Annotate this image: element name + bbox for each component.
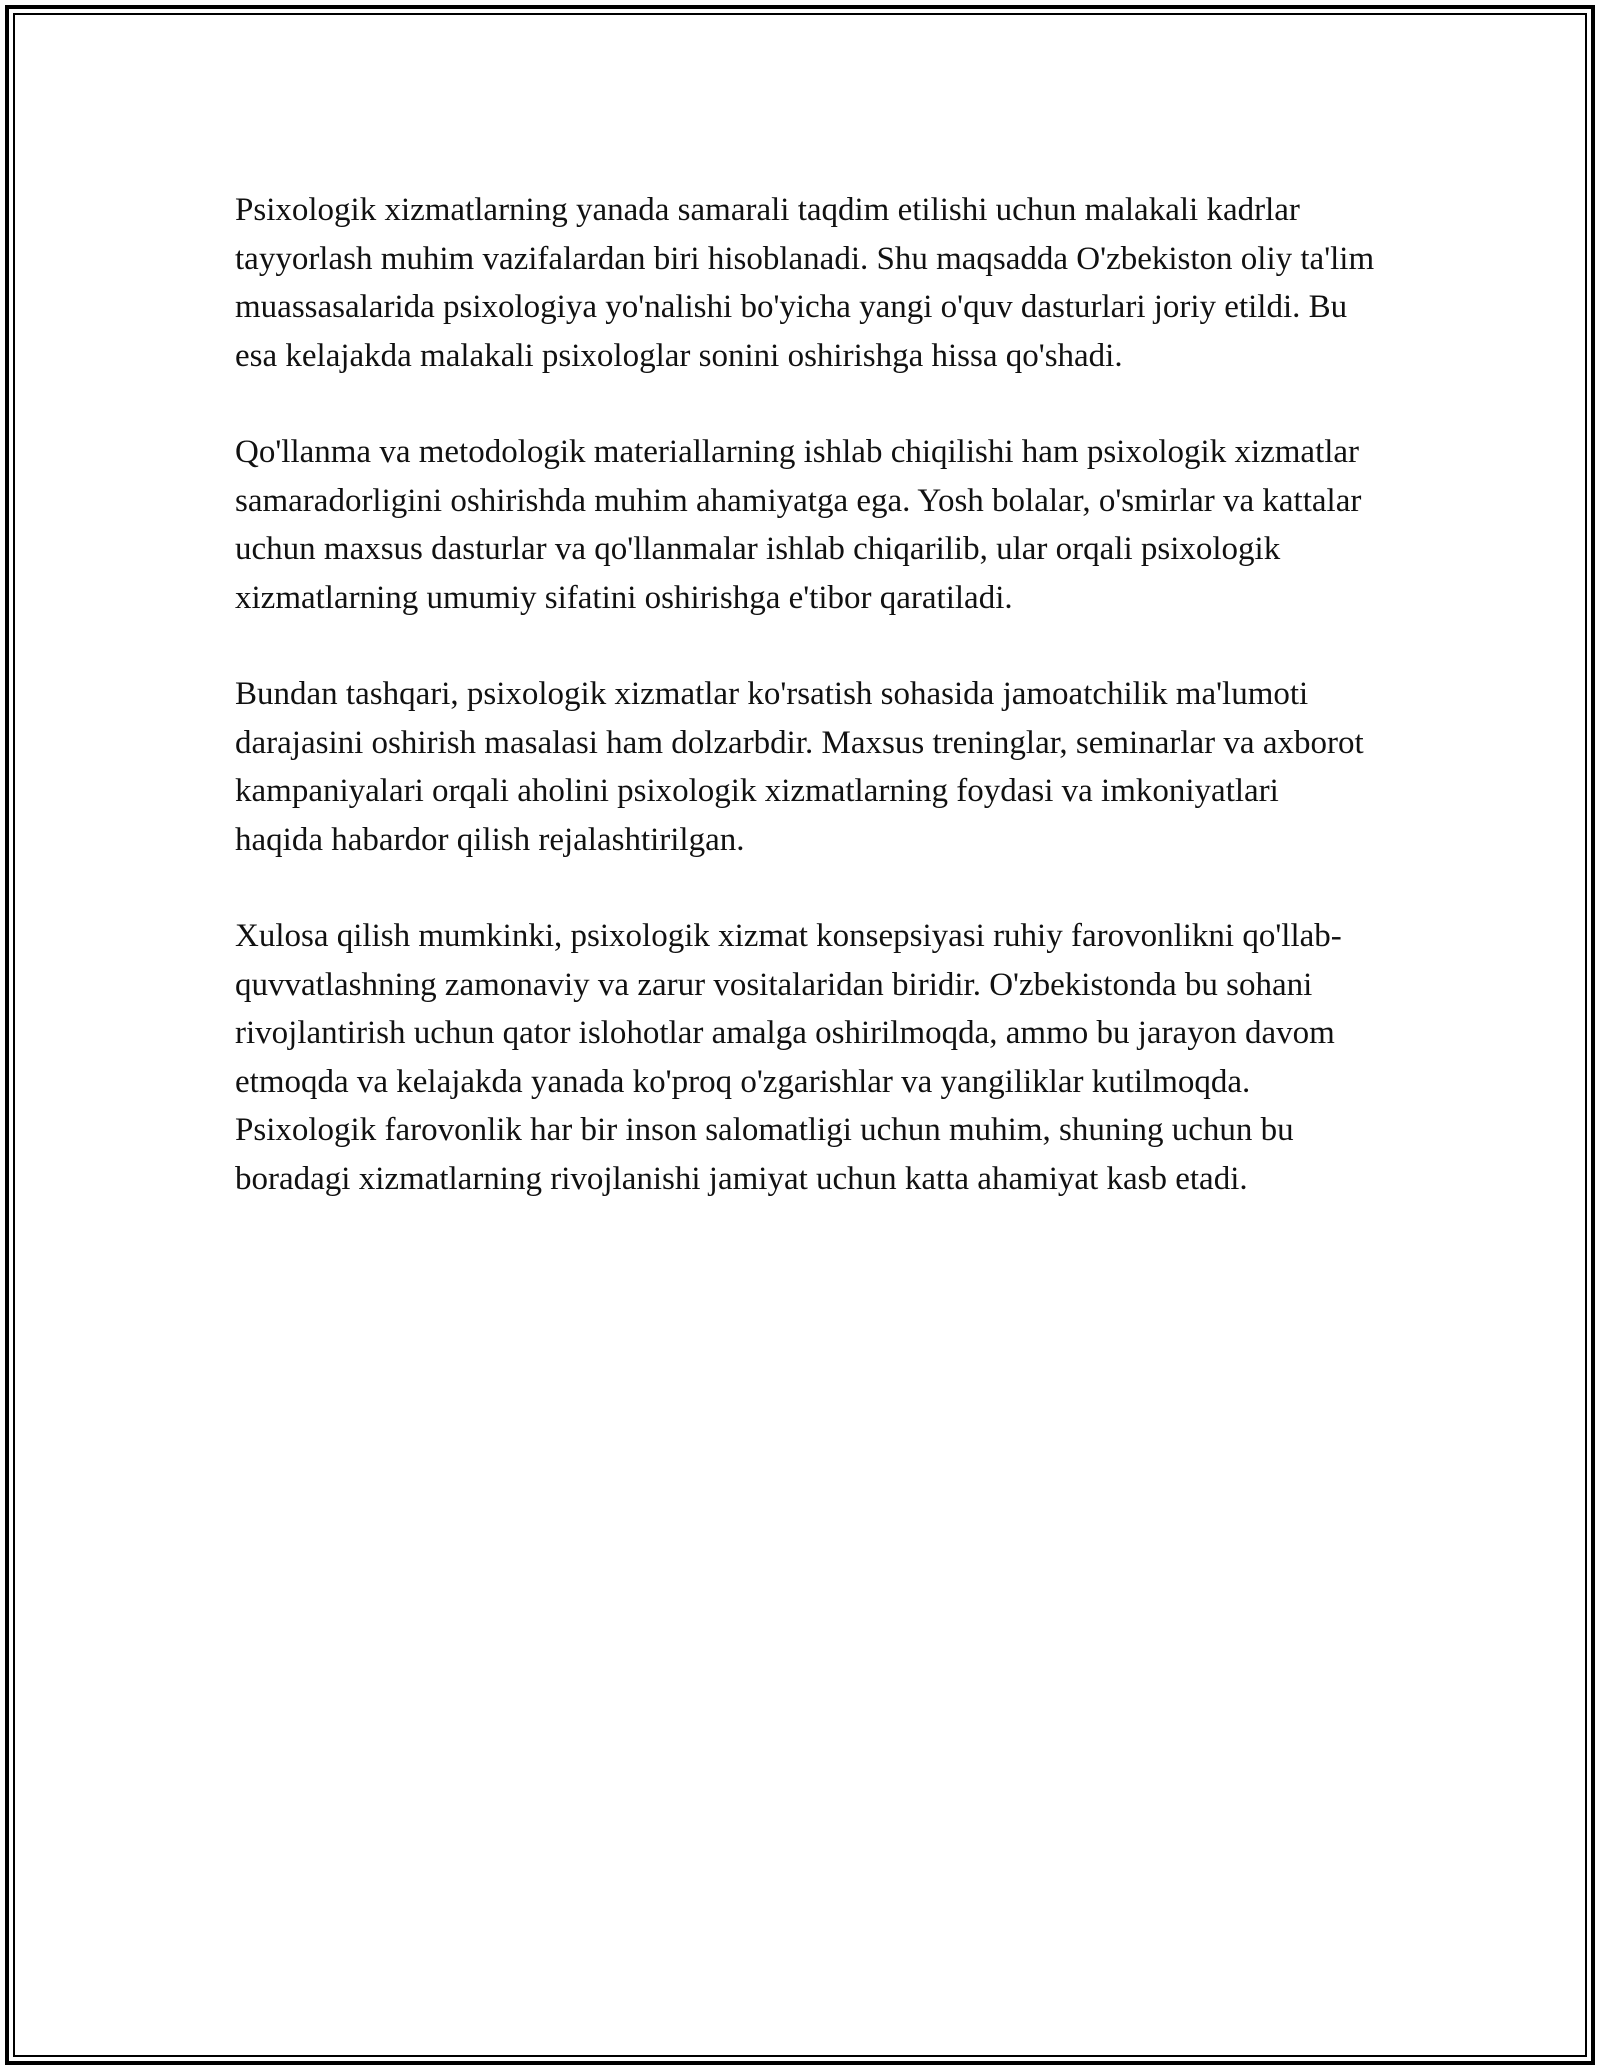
- paragraph-2: Qo'llanma va metodologik materiallarning ishlab chiqilishi ham psixologik xizmatlar samaradorligini oshirishda muhim ahamiyatga ega. Yosh bolalar, o'smirlar va kattalar uchun maxsus dasturlar va qo'llanmalar ishlab chiqarilib, ular orqali psixologik xizmatlarning umumiy sifatini oshirishga e'tibor qaratiladi.: [235, 434, 1362, 616]
- paragraph-1: Psixologik xizmatlarning yanada samarali taqdim etilishi uchun malakali kadrlar tayyorlash muhim vazifalardan biri hisoblanadi. Shu maqsadda O'zbekiston oliy ta'lim muassasalarida psixologiya yo'nalishi bo'yicha yangi o'quv dasturlari joriy etildi. Bu esa kelajakda malakali psixologlar sonini oshirishga hissa qo'shadi.: [235, 192, 1375, 374]
- paragraph-4: Xulosa qilish mumkinki, psixologik xizmat konsepsiyasi ruhiy farovonlikni qo'llab-quvvatlashning zamonaviy va zarur vositalaridan biridir. O'zbekistonda bu sohani rivojlantirish uchun qator islohotlar amalga oshirilmoqda, ammo bu jarayon davom etmoqda va kelajakda yanada ko'proq o'zgarishlar va yangiliklar kutilmoqda. Psixologik farovonlik har bir inson salomatligi uchun muhim, shuning uchun bu boradagi xizmatlarning rivojlanishi jamiyat uchun katta ahamiyat kasb etadi.: [235, 918, 1342, 1197]
- document-body: [235, 186, 1375, 1251]
- paragraph-3: Bundan tashqari, psixologik xizmatlar ko'rsatish sohasida jamoatchilik ma'lumoti darajasini oshirish masalasi ham dolzarbdir. Maxsus treninglar, seminarlar va axborot kampaniyalari orqali aholini psixologik xizmatlarning foydasi va imkoniyatlari haqida habardor qilish rejalashtirilgan.: [235, 676, 1364, 858]
